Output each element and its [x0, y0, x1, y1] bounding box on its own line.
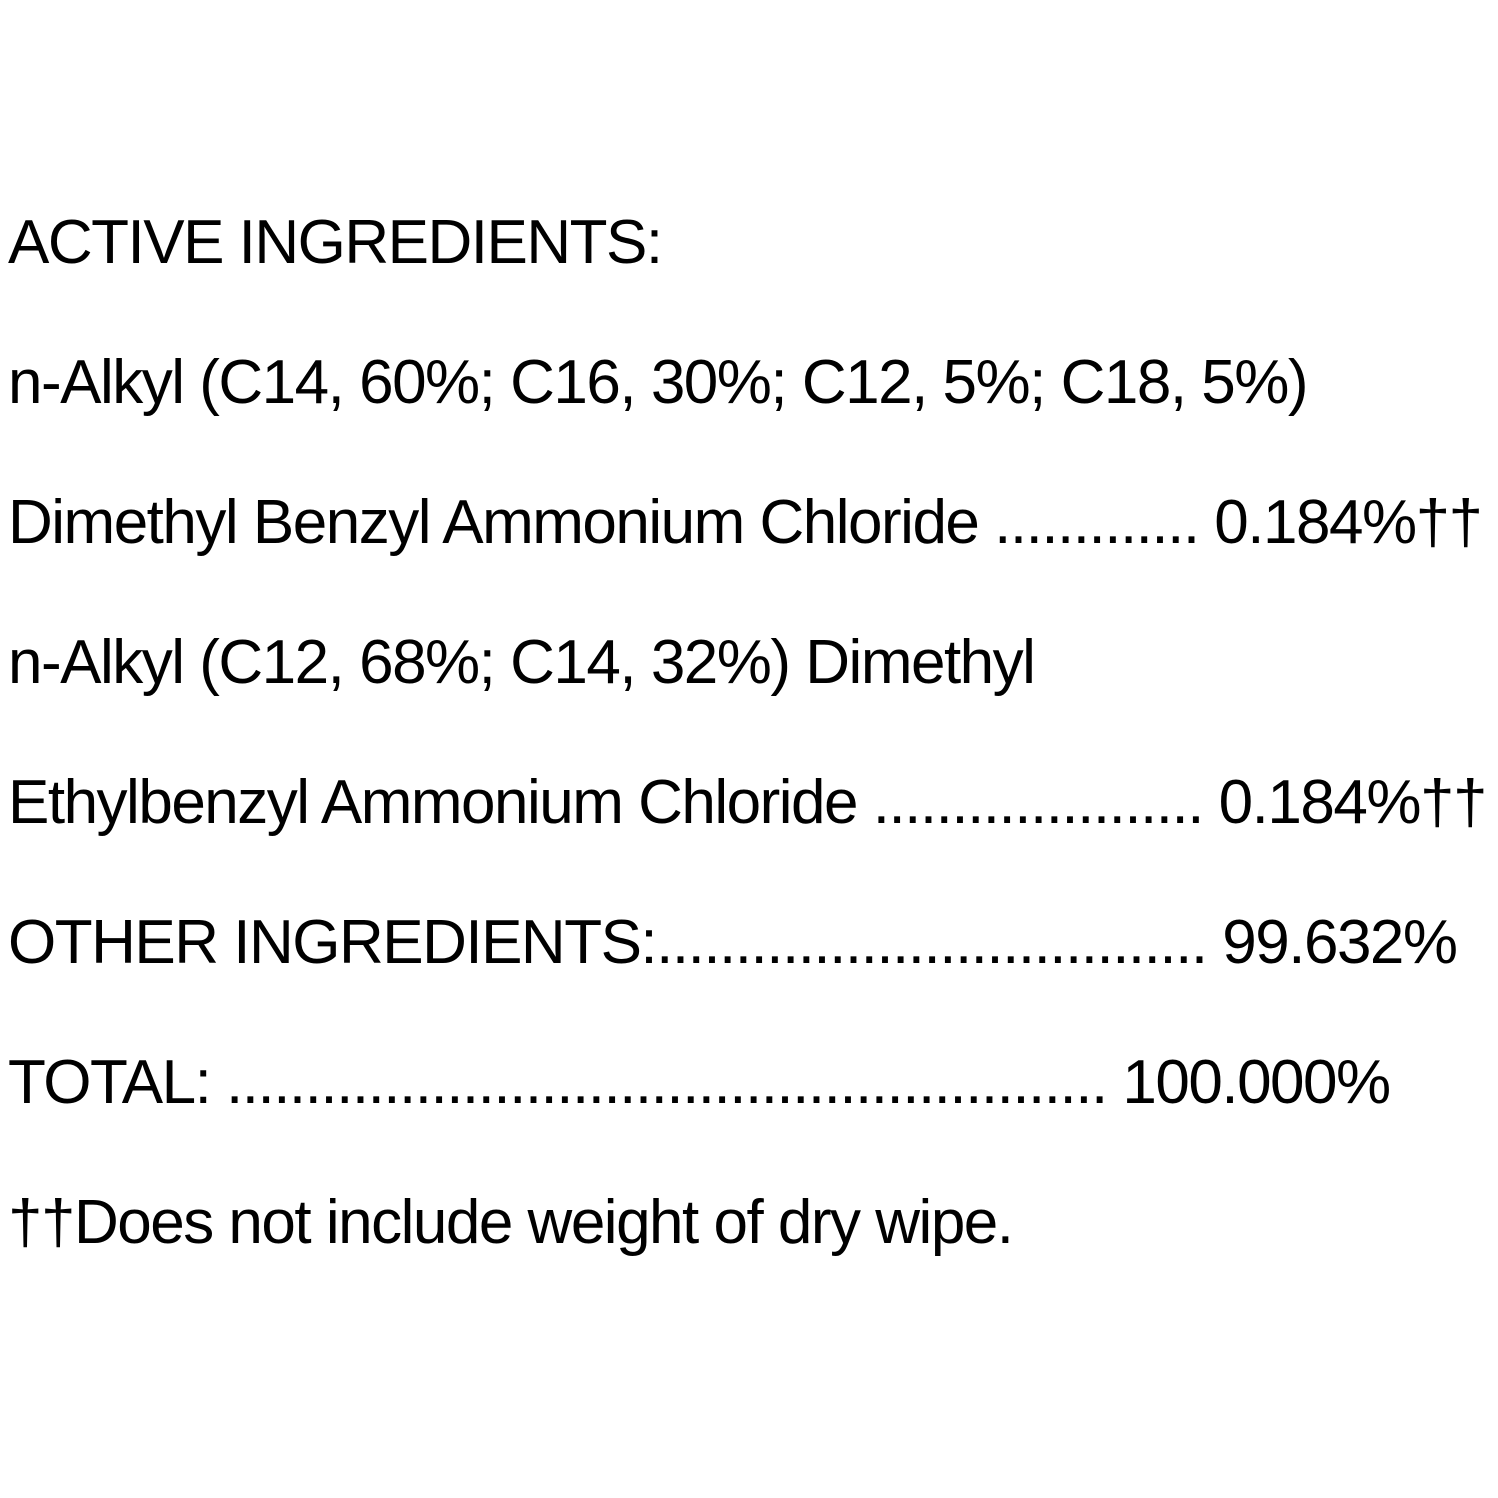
ingredient-2-name-and-percent: Ethylbenzyl Ammonium Chloride ..................... 0.184%††	[8, 768, 1486, 837]
total-row: TOTAL: ........................................................ 100.000%	[8, 1048, 1390, 1117]
ingredient-2-alkyl-composition: n-Alkyl (C12, 68%; C14, 32%) Dimethyl	[8, 628, 1035, 697]
ingredient-1-name-and-percent: Dimethyl Benzyl Ammonium Chloride ............. 0.184%††	[8, 488, 1482, 557]
dry-wipe-footnote: ††Does not include weight of dry wipe.	[8, 1188, 1013, 1257]
other-ingredients-row: OTHER INGREDIENTS:................................... 99.632%	[8, 908, 1457, 977]
active-ingredients-heading: ACTIVE INGREDIENTS:	[8, 208, 662, 277]
ingredient-1-alkyl-composition: n-Alkyl (C14, 60%; C16, 30%; C12, 5%; C18, 5%)	[8, 348, 1308, 417]
